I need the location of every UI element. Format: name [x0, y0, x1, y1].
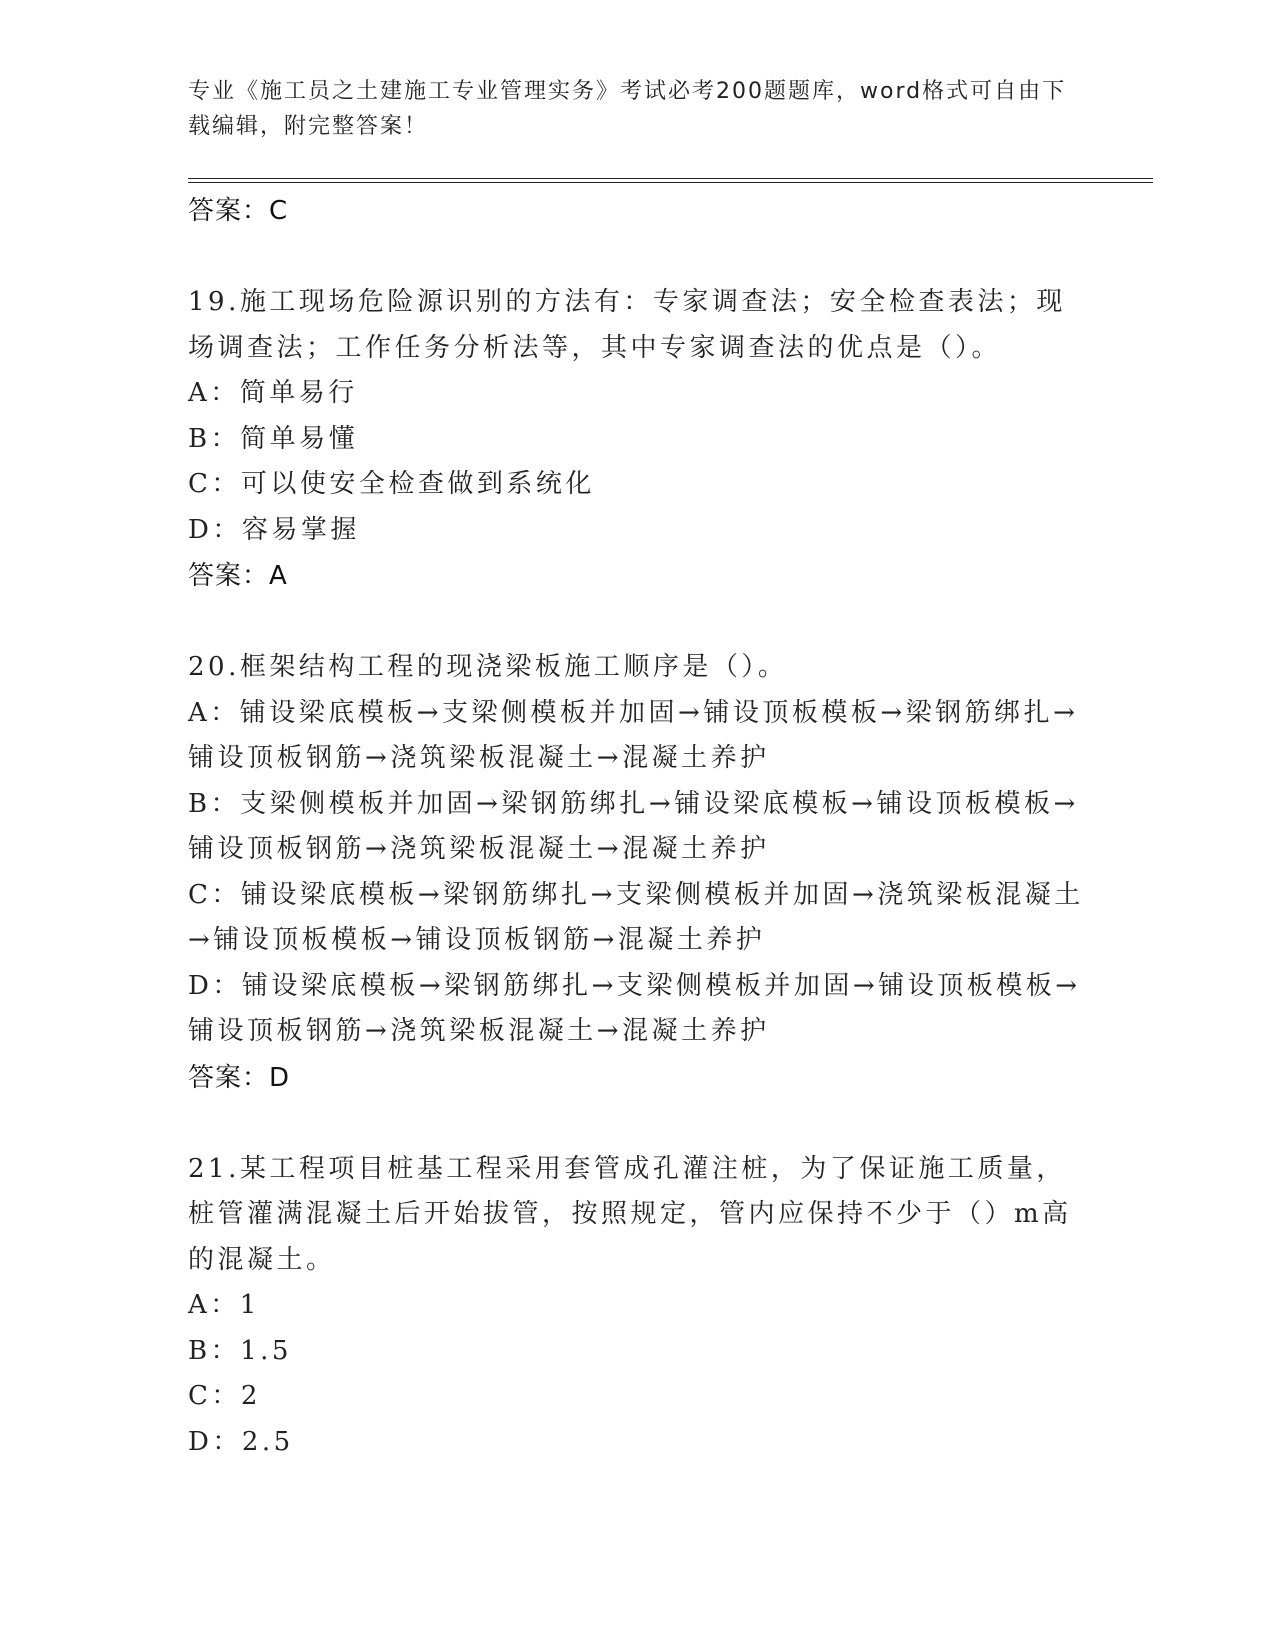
option-a: A：1 [188, 1290, 260, 1320]
option-c: C：2 [188, 1381, 261, 1411]
option-d: D：铺设梁底模板→梁钢筋绑扎→支梁侧模板并加固→铺设顶板模板→铺设顶板钢筋→浇筑梁板混凝土→混凝土养护 [188, 970, 1081, 1046]
question-20 [188, 645, 1088, 1101]
option-b: B：支梁侧模板并加固→梁钢筋绑扎→铺设梁底模板→铺设顶板模板→铺设顶板钢筋→浇筑梁板混凝土→混凝土养护 [188, 788, 1079, 864]
option-a: A：铺设梁底模板→支梁侧模板并加固→铺设顶板模板→梁钢筋绑扎→铺设顶板钢筋→浇筑梁板混凝土→混凝土养护 [188, 697, 1079, 773]
question-19 [188, 280, 1088, 599]
header-divider [188, 178, 1153, 183]
question-stem: 21.某工程项目桩基工程采用套管成孔灌注桩，为了保证施工质量，桩管灌满混凝土后开始拔管，按照规定，管内应保持不少于（）m高的混凝土。 [188, 1153, 1072, 1275]
option-d: D：容易掌握 [188, 514, 360, 545]
option-d: D：2.5 [188, 1426, 294, 1457]
option-b: B：1.5 [188, 1335, 292, 1366]
question-21 [188, 1147, 1088, 1466]
answer-line: 答案：C [188, 196, 289, 226]
question-stem: 20.框架结构工程的现浇梁板施工顺序是（）。 [188, 652, 788, 682]
option-a: A：简单易行 [188, 378, 358, 408]
page-header: 专业《施工员之土建施工专业管理实务》考试必考200题题库，word格式可自由下载编辑，附完整答案！ [188, 79, 1067, 139]
option-b: B：简单易懂 [188, 423, 359, 454]
question-stem: 19.施工现场危险源识别的方法有：专家调查法；安全检查表法；现场调查法；工作任务分析法等，其中专家调查法的优点是（）。 [188, 287, 1066, 363]
document-body [188, 188, 1088, 1465]
option-c: C：铺设梁底模板→梁钢筋绑扎→支梁侧模板并加固→浇筑梁板混凝土→铺设顶板模板→铺设顶板钢筋→混凝土养护 [188, 879, 1084, 955]
option-c: C：可以使安全检查做到系统化 [188, 469, 595, 499]
answer-line: 答案：A [188, 561, 288, 591]
answer-line: 答案：D [188, 1062, 291, 1093]
